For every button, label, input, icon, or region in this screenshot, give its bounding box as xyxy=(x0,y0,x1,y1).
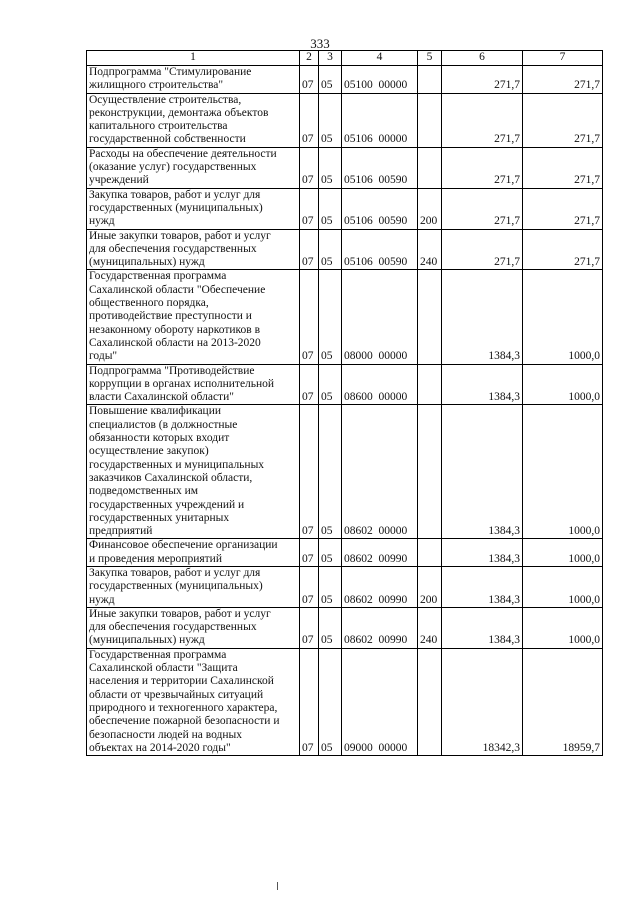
row-amount-1: 1384,3 xyxy=(442,539,523,567)
row-name: Закупка товаров, работ и услуг для государственных (муниципальных) нужд xyxy=(87,188,300,229)
row-target-code: 08602 00990 xyxy=(342,566,418,607)
row-section: 07 xyxy=(300,147,319,188)
row-expense-type xyxy=(418,270,442,364)
table-row xyxy=(87,147,603,188)
row-name: Финансовое обеспечение организации и проведения мероприятий xyxy=(87,539,300,567)
row-name: Подпрограмма "Противодействие коррупции в органах исполнительной власти Сахалинской области" xyxy=(87,364,300,405)
row-expense-type xyxy=(418,539,442,567)
row-name: Осуществление строительства, реконструкции, демонтажа объектов капитального строительства государственной собственности xyxy=(87,93,300,147)
table-row xyxy=(87,539,603,567)
row-target-code: 08600 00000 xyxy=(342,364,418,405)
row-amount-2: 18959,7 xyxy=(523,648,603,755)
table-row xyxy=(87,566,603,607)
row-target-code: 09000 00000 xyxy=(342,648,418,755)
row-amount-2: 1000,0 xyxy=(523,364,603,405)
row-expense-type xyxy=(418,147,442,188)
row-target-code: 08602 00000 xyxy=(342,405,418,539)
row-amount-2: 271,7 xyxy=(523,66,603,94)
row-expense-type: 240 xyxy=(418,607,442,648)
budget-table xyxy=(86,50,603,756)
row-amount-1: 1384,3 xyxy=(442,364,523,405)
header-col-3: 3 xyxy=(319,51,342,66)
row-expense-type: 200 xyxy=(418,188,442,229)
row-subsection: 05 xyxy=(319,405,342,539)
row-amount-2: 1000,0 xyxy=(523,607,603,648)
row-amount-2: 1000,0 xyxy=(523,566,603,607)
row-expense-type xyxy=(418,648,442,755)
table-row xyxy=(87,93,603,147)
row-subsection: 05 xyxy=(319,364,342,405)
header-row xyxy=(87,51,603,66)
header-col-6: 6 xyxy=(442,51,523,66)
scan-mark xyxy=(277,882,278,890)
table-row xyxy=(87,648,603,755)
row-name: Подпрограмма "Стимулирование жилищного строительства" xyxy=(87,66,300,94)
row-section: 07 xyxy=(300,93,319,147)
row-amount-1: 271,7 xyxy=(442,229,523,270)
row-name: Закупка товаров, работ и услуг для государственных (муниципальных) нужд xyxy=(87,566,300,607)
row-expense-type xyxy=(418,364,442,405)
row-section: 07 xyxy=(300,607,319,648)
row-amount-1: 271,7 xyxy=(442,188,523,229)
row-section: 07 xyxy=(300,539,319,567)
row-target-code: 05106 00590 xyxy=(342,229,418,270)
row-amount-1: 271,7 xyxy=(442,66,523,94)
header-col-1: 1 xyxy=(87,51,300,66)
row-name: Государственная программа Сахалинской области "Защита населения и территории Сахалинской области от чрезвычайных ситуаций природного и техногенного характера, обеспечение пожарной безопасности и безопасности людей на водных объектах на 2014-2020 годы" xyxy=(87,648,300,755)
table-row xyxy=(87,364,603,405)
row-name: Государственная программа Сахалинской области "Обеспечение общественного порядка, противодействие преступности и незаконному обороту наркотиков в Сахалинской области на 2013-2020 годы" xyxy=(87,270,300,364)
table-row xyxy=(87,270,603,364)
row-target-code: 05100 00000 xyxy=(342,66,418,94)
row-target-code: 05106 00590 xyxy=(342,188,418,229)
row-subsection: 05 xyxy=(319,147,342,188)
row-amount-2: 271,7 xyxy=(523,188,603,229)
row-amount-1: 271,7 xyxy=(442,93,523,147)
row-name: Иные закупки товаров, работ и услуг для обеспечения государственных (муниципальных) нужд xyxy=(87,229,300,270)
row-subsection: 05 xyxy=(319,539,342,567)
row-name: Иные закупки товаров, работ и услуг для обеспечения государственных (муниципальных) нужд xyxy=(87,607,300,648)
row-subsection: 05 xyxy=(319,93,342,147)
table-row xyxy=(87,229,603,270)
row-subsection: 05 xyxy=(319,270,342,364)
row-subsection: 05 xyxy=(319,648,342,755)
row-expense-type: 240 xyxy=(418,229,442,270)
row-section: 07 xyxy=(300,66,319,94)
row-name: Расходы на обеспечение деятельности (оказание услуг) государственных учреждений xyxy=(87,147,300,188)
row-section: 07 xyxy=(300,648,319,755)
row-expense-type xyxy=(418,93,442,147)
row-section: 07 xyxy=(300,364,319,405)
row-section: 07 xyxy=(300,188,319,229)
row-amount-1: 1384,3 xyxy=(442,405,523,539)
row-amount-1: 1384,3 xyxy=(442,607,523,648)
row-amount-2: 271,7 xyxy=(523,93,603,147)
row-amount-2: 1000,0 xyxy=(523,270,603,364)
row-section: 07 xyxy=(300,566,319,607)
row-subsection: 05 xyxy=(319,607,342,648)
row-target-code: 05106 00590 xyxy=(342,147,418,188)
row-amount-1: 1384,3 xyxy=(442,566,523,607)
row-target-code: 05106 00000 xyxy=(342,93,418,147)
table-row xyxy=(87,66,603,94)
row-section: 07 xyxy=(300,270,319,364)
row-expense-type: 200 xyxy=(418,566,442,607)
header-col-4: 4 xyxy=(342,51,418,66)
row-amount-2: 271,7 xyxy=(523,147,603,188)
row-subsection: 05 xyxy=(319,188,342,229)
row-expense-type xyxy=(418,66,442,94)
row-amount-2: 1000,0 xyxy=(523,539,603,567)
row-subsection: 05 xyxy=(319,229,342,270)
header-col-7: 7 xyxy=(523,51,603,66)
row-amount-2: 1000,0 xyxy=(523,405,603,539)
row-target-code: 08000 00000 xyxy=(342,270,418,364)
row-amount-2: 271,7 xyxy=(523,229,603,270)
table-row xyxy=(87,188,603,229)
row-section: 07 xyxy=(300,405,319,539)
row-expense-type xyxy=(418,405,442,539)
table-body xyxy=(87,66,603,756)
header-col-5: 5 xyxy=(418,51,442,66)
row-target-code: 08602 00990 xyxy=(342,539,418,567)
row-amount-1: 1384,3 xyxy=(442,270,523,364)
row-amount-1: 18342,3 xyxy=(442,648,523,755)
row-subsection: 05 xyxy=(319,66,342,94)
row-subsection: 05 xyxy=(319,566,342,607)
row-target-code: 08602 00990 xyxy=(342,607,418,648)
table-row xyxy=(87,607,603,648)
table-row xyxy=(87,405,603,539)
row-section: 07 xyxy=(300,229,319,270)
table-header xyxy=(87,51,603,66)
page-number: 333 xyxy=(310,36,330,51)
row-amount-1: 271,7 xyxy=(442,147,523,188)
header-col-2: 2 xyxy=(300,51,319,66)
row-name: Повышение квалификации специалистов (в должностные обязанности которых входит осуществление закупок) государственных и муниципальных заказчиков Сахалинской области, подведомственных им государственных учреждений и государственных унитарных предприятий xyxy=(87,405,300,539)
